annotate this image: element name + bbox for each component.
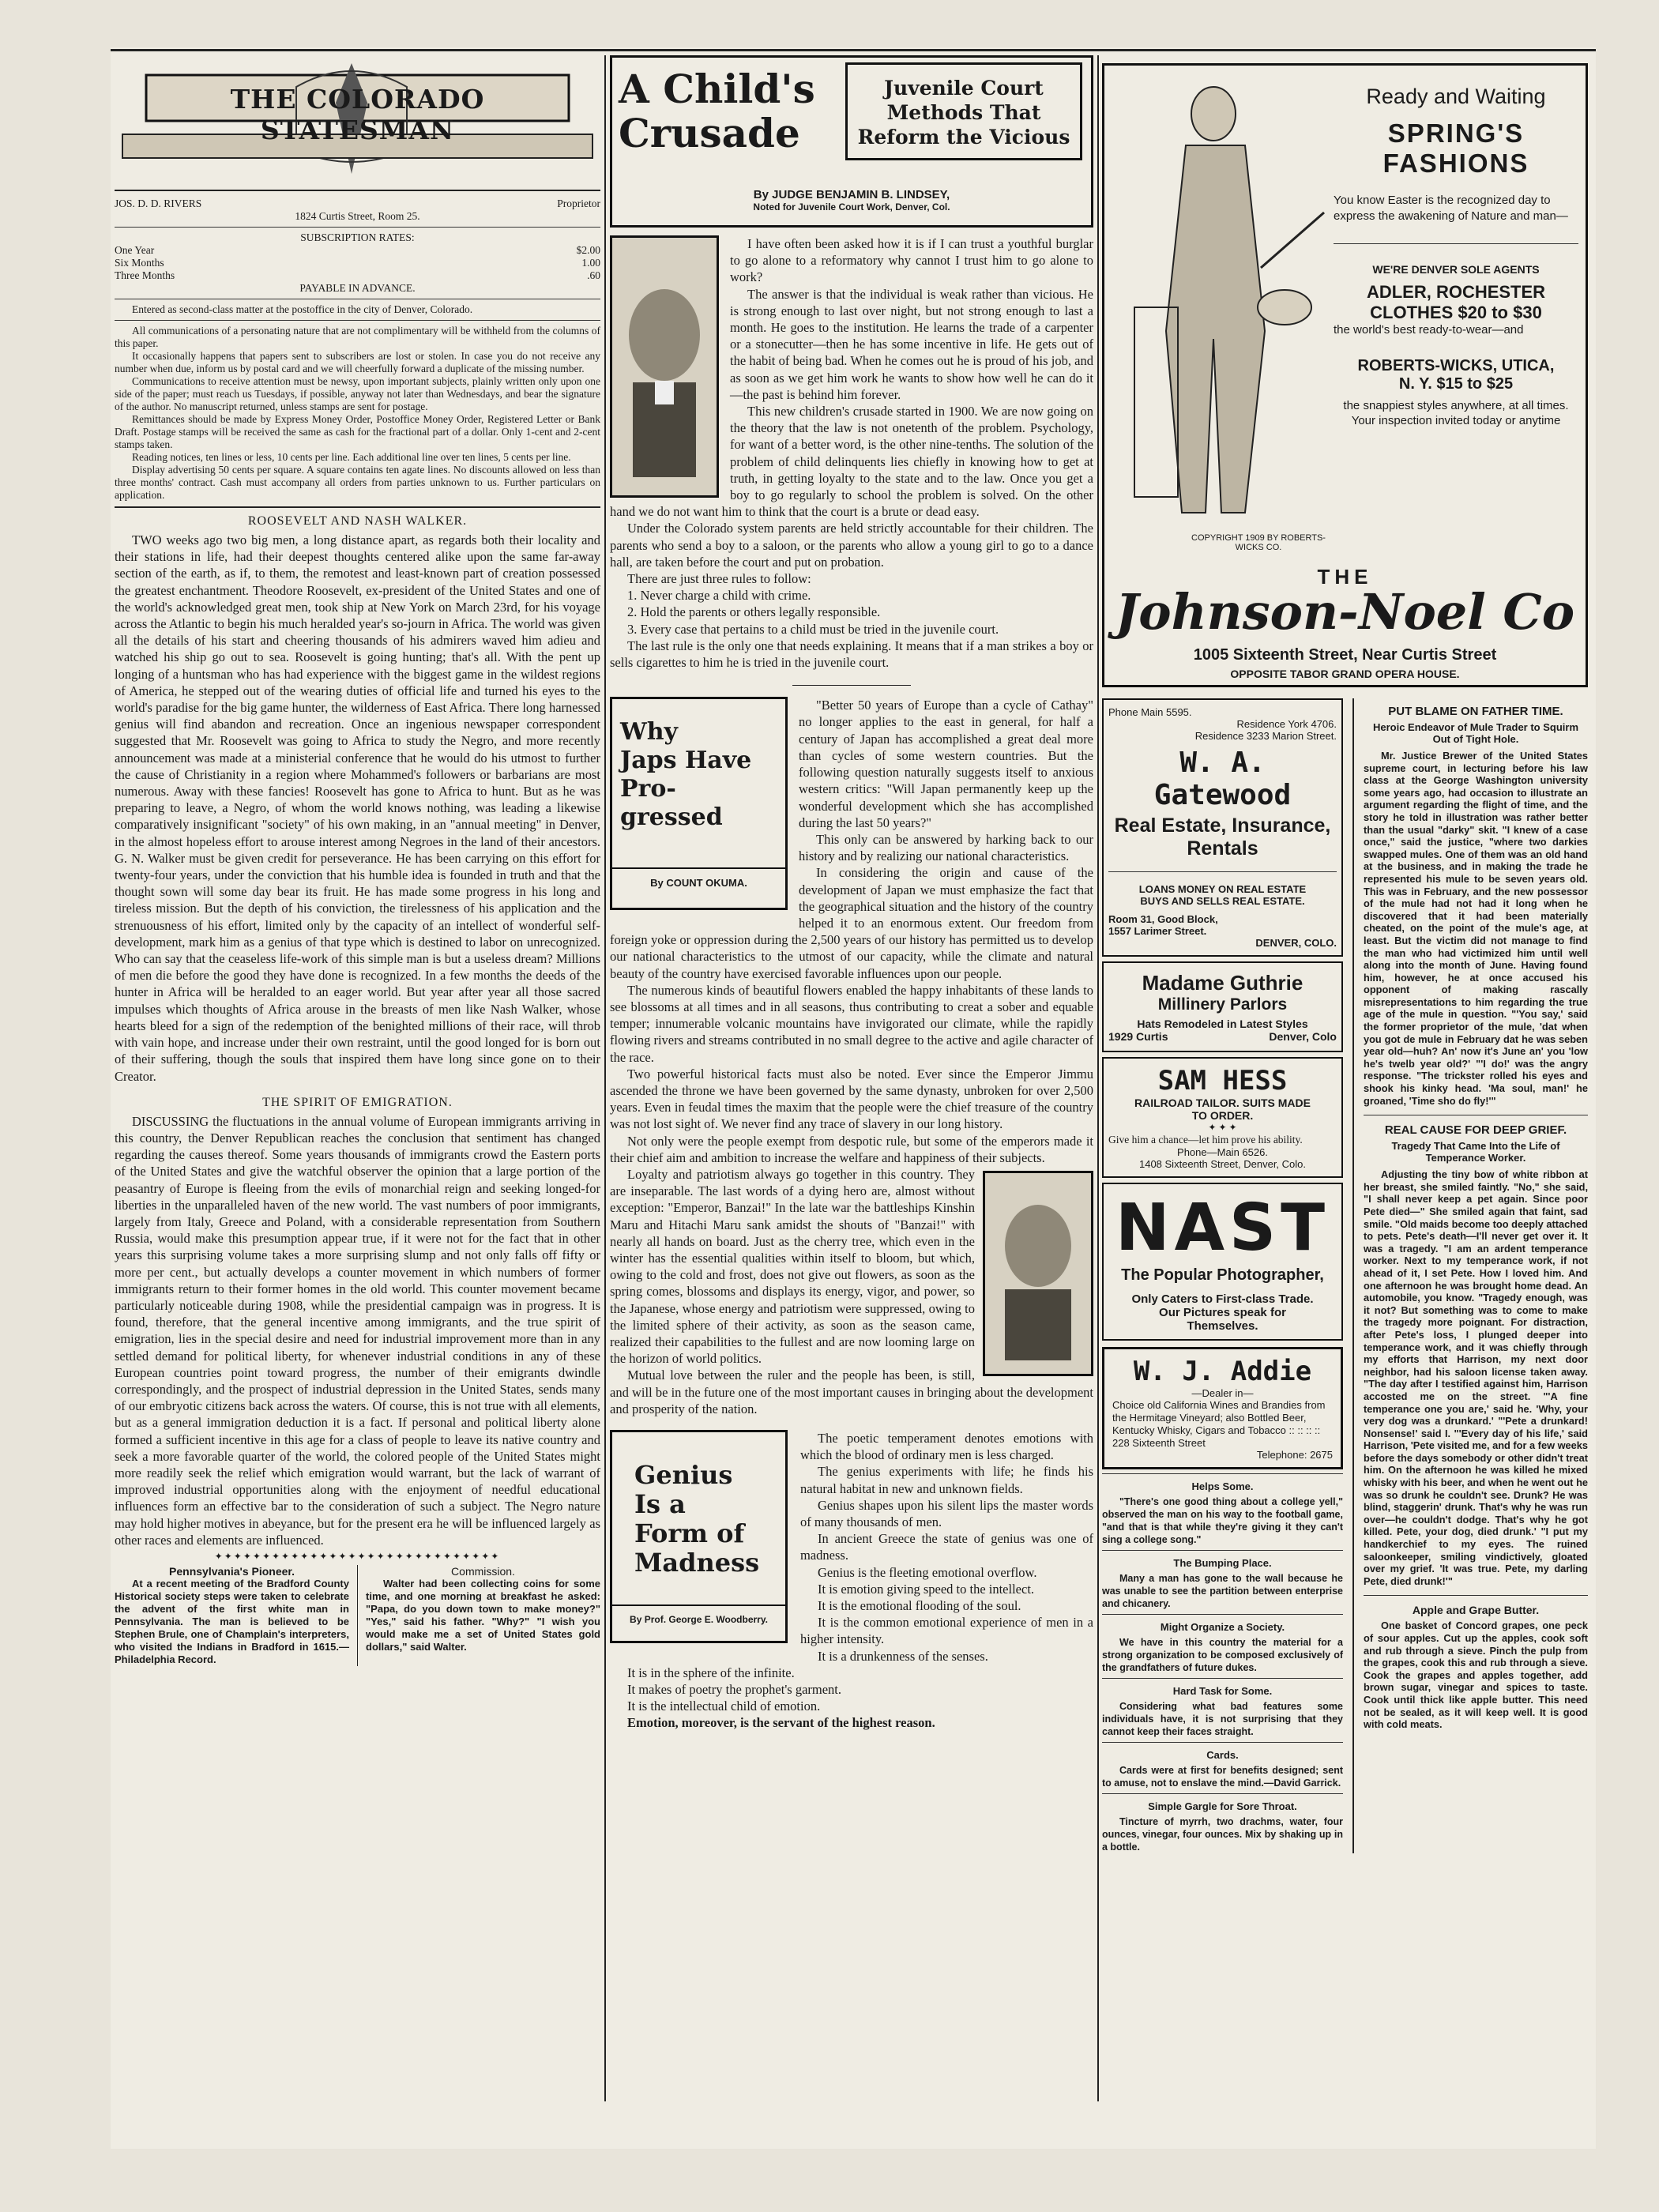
- rate-row: One Year $2.00: [115, 244, 600, 256]
- notices: All communications of a personating nature that are not complimentary will be withheld from the columns of this paper. It occasionally happens that papers sent to subscribers are lost or stolen. In case you do not receive any number when due, inform us by postal card and we will cheerfully forward a duplicate of the missing number. Communications to receive attention must be newsy, upon important subjects, plainly written only upon one side of the paper; must reach us Tuesdays, if possible, anyway not later than Wednesdays, and bear the signature of the author. No manuscript returned, unless stamps are sent for postage. Remittances should be made by Express Money Order, Postoffice Money Order, Registered Letter or Bank Draft. Postage stamps will be received the same as cash for the fractional part of a dollar. Only 1-cent and 2-cent stamps taken. Reading notices, ten lines or less, 10 cents per line. Each additional line over ten lines, 5 cents per line. Display advertising 50 cents per square. A square contains ten agate lines. No discounts allowed on less than three months' contract. Cash must accompany all orders from parties unknown to us. Further particulars on application.: [115, 325, 600, 501]
- okuma-portrait-icon: [983, 1171, 1093, 1376]
- ad-johnson-noel: Ready and Waiting SPRING'S FASHIONS You know Easter is the recognized day to express the awakening of Nature and man— WE'RE DENVER SOLE AGENTS ADLER, ROCHESTER CLOTHES $20 to $30 the world's best ready-to-wear—and ROBERTS-WICKS, UTICA, N. Y. $15 to $25 the snappiest styles anywhere, at all times. Your inspection invited today or anytime COPYRIGHT 1909 BY ROBERTS-WICKS CO. THE Johnson-Noel Co 1005 Sixteenth Street, Near Curtis Street OPPOSITE TABOR GRAND OPERA HOUSE.: [1102, 63, 1588, 687]
- star-ornament-icon: ✦ ✦ ✦: [1208, 1122, 1237, 1133]
- stories-column: PUT BLAME ON FATHER TIME. Heroic Endeavor of Mule Trader to Squirm Out of Tight Hole. Mr. Justice Brewer of the United States supreme court, in lecturing before his law class at the George Washington university some years ago, had occasion to illustrate an argument regarding the flight of time, and the story he told in illustration was rather better than the usual "darky" skit. "I knew of a case once," said the justice, "where two darkies swapped mules. One of them was an old hand at the business, and in making the trade he represented his mule to be seven years old. This was in February, and the new possessor of the mule had not had it long when he discovered that it had been materially cheated, on the point of the mule's age, at least. But the victim did not manage to find the man who had victimized him until well along into the month of June. Having found him, however, he at once accused his opponent of making rascally misrepresentations to him regarding the true age of the mule in question. "'You say,' said the former proprietor of the mule, 'dat when you got de mule in February dat he was seben year old—huh? An' now it's June an' you 'low he's twelb year old?' "'I do!' was the angry response. "The trickster rolled his eyes and shook his kinky head. 'Ma soul, man!' he groaned, 'Time sho do fly!'" REAL CAUSE FOR DEEP GRIEF. Tragedy That Came Into the Life of Temperance Worker. Adjusting the tiny bow of white ribbon at her breast, she smiled faintly. "No," she said, "I shall never keep a pet again. Since poor Pete died—" She smiled again that faint, sad smile. "Old maids become too deeply attached to pets. Pete's death—I'll never get over it. It was a tragedy. "I am an ardent temperance worker. Next to my temperance work, if not ahead of it, I set Pete. How I loved him. And one afternoon he was brought home dead. An automobile, you know. "Tragedy enough, was it not? But something was to come to make the tragedy more poignant. For distraction, after Pete's loss, I plunged deeper into temperance work, and it was chiefly through my efforts that Harrison, my next door neighbor, had his saloon license taken away. "The day after I testified against him, Harrison accosted me on the street. "'A fine temperance one you are,' said he. 'Why, your very dog was a drunkard.' "'Pete a drunkard! Nonsense!' said I. "'Every day of his life,' said Harrison, 'Pete visited me, and for a few weeks before the days somebody or other didn't treat him. On the afternoon he was killed he mixed whisky with his beer, and when he went out he was so drunk he couldn't see. Drunk? He was blind, staggerin' drunk. That's why he was run over—he couldn't dodge. That's why he got killed. Pete, your dog, died drunk.' "I put my handkerchief to my eyes. The ruined saloonkeeper, smiling vindictively, gloated over my grief. 'It was true. Pete, my darling Pete, died drunk!'" Apple and Grape Butter. One basket of Concord grapes, one peck of sour apples. Cut up the apples, cook soft and rub through a sieve. Pinch the pulp from the grapes, cook this and rub through a sieve. Cook the grapes and apples together, add brown sugar, vinegar and spices to taste. Cook until thick like apple butter. This need not be sealed, as it will keep well. It is good with cold meats.: [1364, 705, 1588, 1731]
- payable-note: PAYABLE IN ADVANCE.: [299, 282, 416, 294]
- subscription-heading: SUBSCRIPTION RATES:: [300, 231, 415, 243]
- crusade-byline: By JUDGE BENJAMIN B. LINDSEY,: [753, 188, 950, 201]
- article-commission: Commission. Walter had been collecting coins for some time, and one morning at breakfast he asked: "Papa, do you down town to make money?" "Yes," said his father. "Why?" "I wish you would make me a set of United States gold dollars," said Walter.: [366, 1564, 600, 1653]
- japs-byline: By COUNT OKUMA.: [612, 867, 785, 889]
- editorial-emigration: DISCUSSING the fluctuations in the annual volume of European immigrants arriving in this country, the Denver Republican reaches the conclusion that sentiment has changed regarding the causes thereof. Some years thousands of immigrants crowd the Eastern ports of the United States and give the watchful observer the opinion that a large portion of the peasantry of Europe is fleeing from the evils of monarchial reign and seeking longed-for liberties in the unparalleled haven of the new world. The vast numbers of poor immigrants, largely from Italy, Greece and Poland, with a considerable representation from Southern Russia, would make this presumption appear true, if it were not for the fact that in other years this surprising volume takes a more surprising slump and not only falls off fifty or more per cent., but actually develops a counter movement in which numbers of former immigrants return to their former homes in the old world. This counter movement became particularly noticeable during 1908, while the presidential campaign was in progress. It is found, therefore, that the general incentive among immigrants, and the true spirit of emigration, lies in the special desire and need for industrial improvement more than in any settled demand for political liberty, for whenever industrial conditions in any of these European countries point toward progress, the number of their emigrants dwindle correspondingly, and the prospect of industrial depression in the United States, sends many of our embryotic citizens back across the waters. Of course, this is not true with all elements, but as a general immigration deduction it is a fact. If personal and political liberty alone formed a sufficient incentive in this age for a class of people to leave its native country and seek a more favorable quarter of the world, the colored people of the United States might more readily seek the relief which emigration would warrant, but the lack of warrant of improved industrial opportunities along with the enjoyment of needful educational influences form an effective bar to the consideration of such a subject. The Negro nature may hold higher motives in abeyance, but for the present era he will be influenced largely as other races and elements are influenced.: [115, 1113, 600, 1548]
- proprietor-name: JOS. D. D. RIVERS: [115, 198, 202, 209]
- editorial-roosevelt: TWO weeks ago two big men, a long distance apart, as regards both their locality and their stations in life, had their deepest thoughts centered alike upon the same far-away section of the earth, as if, to them, the remotest and least-known part of creation possessed the greatest enchantment. Theodore Roosevelt, ex-president of the United States and one of the world's acknowledged great men, took ship at New York on March 23rd, for his voyage across the Atlantic to begin his much heralded year's so-journ in Africa. The world was given all the details of his start and cheering thousands of his admirers waved him adieu and watched his ship go out to sea. Roosevelt is going hunting; that's all. With the pent up longing of a huntsman who has had experience with the biggest game in the wildest regions of America, he stepped out of the wearing duties of official life and turned his eyes to the world's paradise for the big game hunter, the wilderness of East Africa. There long harnessed genius will find abandon and recreation. Once an ingenious newspaper correspondent suggested that Mr. Roosevelt was going to Africa to study the Negro, and more recently announcement was made at a ministerial conference that he would do his utmost to further the cause of Christianity in a region where Mohammed's followers or barbarians are most numerous. Away with these fancies! Roosevelt has gone to Africa to hunt. But as he was preparing to leave, a Negro, of whom the world knows nothing, was leading a likewise comparatively insignificant "society" of his own making, in an "annual meeting" in Denver, in the almost hopeless effort to arouse interest among Negroes in the land of their ancestors. G. N. Walker must be given credit for perseverance. He has been carrying on this effort for twenty-four years, under the conviction that his humble idea is founded in truth and that the thought sown will some day bear its fruit. He has made some progress in his long and tireless mission. But the depth of his conviction, the tirelessness of his application and the strenuousness of his effort, limited only by the capacity of an intellect of wonderful self-development, mark him as a genius of that type which is destined to labor on unrecognized. Who can say that the ceaseless life-work of this simple man is but a useless dream? Millions of men die before the good they have done is recognized. In a few months the deeds of the hunter in Africa will be heralded to an eager world. But year after year all those sacred impulses which thoughts of Africa arouse in the breasts of men like Nash Walker, whose hearts bleed for a sign of the redemption of the benighted millions of their race, will throb with vain hope, and increase under their own restraint, until the good longed for is born out of their suffering, though the souls that inspired them have long since gone on to their Creator.: [115, 532, 600, 1084]
- rate-row: Six Months 1.00: [115, 257, 600, 269]
- ad-gatewood: Phone Main 5595. Residence York 4706. Residence 3233 Marion Street. W. A. Gatewood Real Estate, Insurance, Rentals LOANS MONEY ON REAL ESTATE BUYS AND SELLS REAL ESTATE. Room 31, Good Block, 1557 Larimer Street. DENVER, COLO.: [1102, 698, 1343, 957]
- column-three: [1102, 55, 1588, 1853]
- editorial-title: THE SPIRIT OF EMIGRATION.: [262, 1095, 453, 1109]
- story-title: REAL CAUSE FOR DEEP GRIEF.: [1384, 1123, 1567, 1138]
- ads-column: [1102, 698, 1343, 1853]
- editorial-title: ROOSEVELT AND NASH WALKER.: [247, 514, 468, 528]
- johnson-noel-logo: Johnson-Noel Co: [1115, 583, 1575, 641]
- article-pennsylvania: Pennsylvania's Pioneer. At a recent meeting of the Bradford County Historical society steps were taken to celebrate the advent of the first white man in Pennsylvania. The man is believed to be Stephen Brule, one of Champlain's interpreters, who visited the Indians in Bradford in 1615.—Philadelphia Record.: [115, 1564, 349, 1665]
- proprietor-label: Proprietor: [557, 198, 600, 209]
- story-title: PUT BLAME ON FATHER TIME.: [1388, 705, 1563, 718]
- lindsey-portrait-icon: [610, 235, 719, 498]
- address: 1824 Curtis Street, Room 25.: [295, 210, 420, 222]
- ad-sam-hess: SAM HESS RAILROAD TAILOR. SUITS MADE TO ORDER. ✦ ✦ ✦ Give him a chance—let him prove his ability. Phone—Main 6526. 1408 Sixteenth Street, Denver, Colo.: [1102, 1057, 1343, 1178]
- genius-title-box: Genius Is a Form of Madness By Prof. George E. Woodberry.: [610, 1430, 788, 1643]
- masthead: [115, 55, 600, 191]
- column-rule: [604, 55, 606, 2101]
- top-rule: [111, 49, 1596, 51]
- column-two: A Child's Crusade Juvenile Court Methods That Reform the Vicious By JUDGE BENJAMIN B. LINDSEY, Noted for Juvenile Court Work, Denver, Col. I have often been asked how it is if I can trust a youthful burglar to go alone to a reformatory why cannot I trust him to go alone to work? The answer is that the individual is weak rather than vicious. He is strong enough to last over night, but not strong enough to last a month. He goes to the institution. He learns the trade of a carpenter or a stonecutter—then he has some incentive in life. He gets out of the habit of being bad. When he comes out he is proud of his job, and as soon as we get him work he wants to show how well he can do it—the past is behind him forever. This new children's crusade started in 1900. We are now going on the theory that the law is not onetenth of the problem. Psychology, for want of a better word, is the other nine-tenths. The solution of the problem of child delinquents lies chiefly in knowing how to get at truth, in getting loyalty to the state and to the law. Once you get a boy to go regularly to school the problem is solved. On the other hand we do not want him to think that the court is a brute or dead easy. Under the Colorado system parents are held strictly accountable for their children. The parents who send a boy to a saloon, or the parents who allow a young girl to go to a dance hall, are taken before the court and put on probation. There are just three rules to follow: 1. Never charge a child with crime. 2. Hold the parents or others legally responsible. 3. Every case that pertains to a child must be tried in the juvenile court. The last rule is the only one that needs explaining. It means that if a man strikes a boy or sells cigarettes to him he is tried in the juvenile court. Why Japs Have Pro- gressed By COUNT OKUMA. "Better 50 years of Europe than a cycle of Cathay" no longer applies to the east in general, for half a century of Japan has accomplished a great deal more than cycles of some western countries. But the following question naturally suggests itself to anxious western critics: "Will Japan permanently keep up the wonderful development which she has accomplished during the last 50 years?" This only can be answered by harking back to our history and by realizing our national characteristics. In considering the origin and cause of the development of Japan we must emphasize the fact that the geographical situation and the history of the country helped it to an enormous extent. Our freedom from foreign yoke or oppression during the 2,500 years of our history has permitted us to develop our national characteristics to the utmost of our capacity, while the climate and natural beauty of the country have exercised favorable influences upon our people. The numerous kinds of beautiful flowers enabled the happy inhabitants of these lands to see blossoms at all times and in all seasons, thus contributing to creat a sober and equable temper; innumerable volcanic mountains have invigorated our climate, while the rapidly flowing rivers and streams contributed in no small degree to the active and agile character of the race. Two powerful historical facts must also be noted. Ever since the Emperor Jimmu ascended the throne we have been governed by the same dynasty, unbroken for over 2,500 years. Even in feudal times the maxim that the people were the chief treasure of the country was not lost sight of. We never find any trace of slavery in our long history. Not only were the people exempt from despotic rule, but some of the emperors made it their chief aim and ambition to increase the welfare and happiness of their subjects. Loyalty and patriotism always go together in this country. They are inseparable. The last words of a dying hero are, almost without exception: "Emperor, Banzai!" In the late war the battleships Kinshin Maru and Hitachi Maru sank amidst the shouts of "Banzai!" with nearly all hands on board. Just as the cherry tree, which even in the winter has the essential qualities within itself to bloom, but which, owing to the cold and frost, does not give out flowers, as soon as the spring comes, blossoms and displays its energy, vigor, and power, so the Japanese, whose energy and patriotism were suppressed, owing to the limited sphere of their activity, as soon as the season came, realized their capabilities to the fullest and are now looming large on the horizon of world politics. Mutual love between the ruler and the people has been, is still, and will be in the future one of the most important causes in bringing about the development and prosperity of the nation. Genius Is a Form of Madness By Prof. George E. Woodberry. The poetic temperament denotes emotions with which the blood of ordinary men is less charged. The genius experiments with life; he finds his natural habitat in new and unknown fields. Genius shapes upon his silent lips the master words of many thousands of men. In ancient Greece the state of genius was one of madness. Genius is the fleeting emotional overflow. It is emotion giving speed to the intellect. It is the emotional flooding of the soul. It is the common emotional experience of men in a higher intensity. It is a drunkenness of the senses. It is in the sphere of the infinite. It makes of poetry the prophet's garment. It is the intellectual child of emotion. Emotion, moreover, is the servant of the highest reason.: [610, 55, 1093, 1732]
- rates-table: [115, 244, 600, 282]
- masthead-title: THE COLORADO STATESMAN: [230, 84, 485, 145]
- column-rule: [1097, 55, 1099, 2101]
- ad-addie: W. J. Addie —Dealer in— Choice old California Wines and Brandies from the Hermitage Vineyard; also Bottled Beer, Kentucky Whisky, Cigars and Tobacco :: :: :: :: 228 Sixteenth Street Telephone: 2675: [1102, 1347, 1343, 1469]
- story-title: Apple and Grape Butter.: [1412, 1604, 1540, 1617]
- gentleman-illustration-icon: [1119, 70, 1332, 536]
- short-items: Helps Some. "There's one good thing about a college yell," observed the man on his way to the football game, "and that is that while they're giving it they can't sing a college song." The Bumping Place. Many a man has gone to the wall because he was unable to see the partition between enterprise and chicanery. Might Organize a Society. We have in this country the material for a strong organization to be composed exclusively of the grandfathers of future dukes. Hard Task for Some. Considering what bad features some individuals have, it is not surprising that they cannot keep their faces straight. Cards. Cards were at first for benefits designed; sent to amuse, not to enslave the mind.—David Garrick. Simple Gargle for Sore Throat. Tincture of myrrh, two drachms, water, four ounces, vinegar, four ounces. Mix by shaking up in a bottle.: [1102, 1473, 1343, 1853]
- entered-note: Entered as second-class matter at the postoffice in the city of Denver, Colorado.: [132, 303, 473, 315]
- genius-byline: By Prof. George E. Woodberry.: [612, 1604, 785, 1625]
- ad-heading: Ready and Waiting: [1366, 85, 1546, 108]
- ad-guthrie: Madame Guthrie Millinery Parlors Hats Remodeled in Latest Styles 1929 Curtis Denver, Colo: [1102, 961, 1343, 1052]
- copyright-note: COPYRIGHT 1909 BY ROBERTS-WICKS CO.: [1191, 533, 1326, 552]
- crusade-title-2: Crusade: [619, 110, 800, 156]
- ad-nast: NAST The Popular Photographer, Only Caters to First-class Trade. Our Pictures speak for Themselves.: [1102, 1183, 1343, 1341]
- crusade-subtitle: Juvenile Court: [884, 77, 1044, 100]
- ornament-divider: ✦✦✦✦✦✦✦✦✦✦✦✦✦✦✦✦✦✦✦✦✦✦✦✦✦✦✦✦✦✦: [214, 1550, 501, 1562]
- crusade-title-1: A Child's: [619, 66, 815, 112]
- rate-row: Three Months .60: [115, 269, 600, 281]
- column-one: [115, 55, 600, 1666]
- crusade-header: A Child's Crusade Juvenile Court Methods That Reform the Vicious By JUDGE BENJAMIN B. LINDSEY, Noted for Juvenile Court Work, Denver, Col.: [610, 55, 1093, 228]
- japs-title-box: Why Japs Have Pro- gressed By COUNT OKUMA.: [610, 697, 788, 910]
